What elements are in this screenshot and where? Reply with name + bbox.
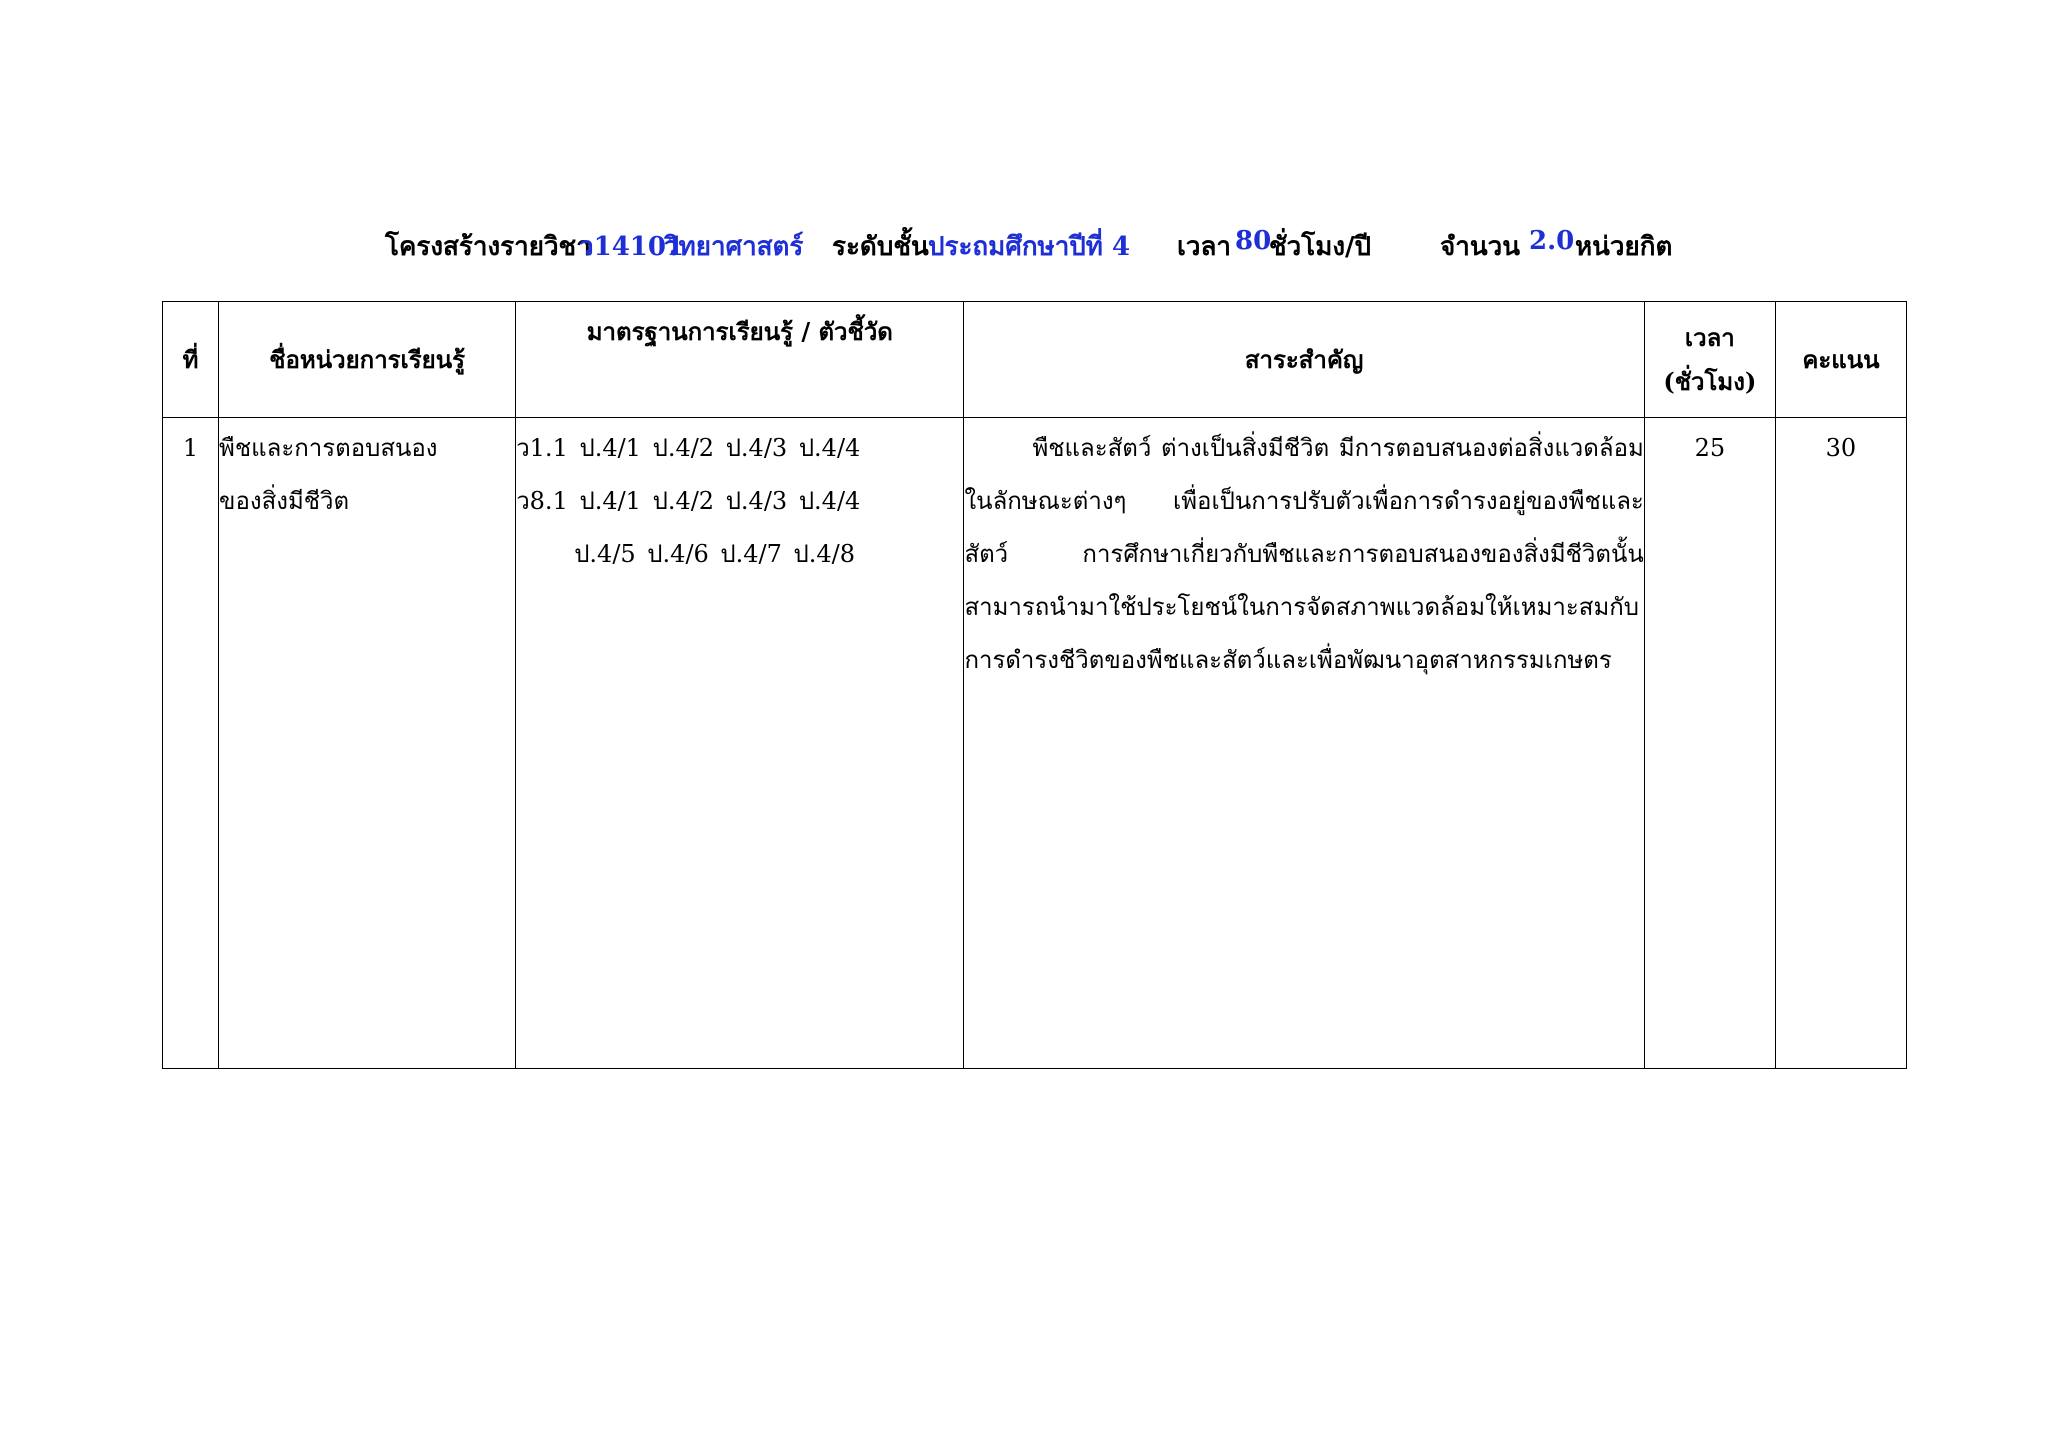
column-header-hours <box>1644 302 1775 418</box>
table-header-row <box>163 302 1907 418</box>
essence-cell <box>964 418 1644 1069</box>
column-header-hours-line2: (ชั่วโมง) <box>1663 366 1757 396</box>
standards-cell <box>516 418 964 1069</box>
credit-value: 2.0 <box>1529 226 1575 256</box>
column-header-no: ที่ <box>163 302 219 418</box>
course-code: ว14101 <box>579 232 685 262</box>
time-label: เวลา <box>1177 232 1232 262</box>
time-value: 80 <box>1235 226 1272 256</box>
level-label: ระดับชั้น <box>832 232 929 262</box>
standard-line: ว1.1 ป.4/1 ป.4/2 ป.4/3 ป.4/4 <box>516 434 861 462</box>
standard-line: ป.4/5 ป.4/6 ป.4/7 ป.4/8 <box>574 540 856 568</box>
level-value: ประถมศึกษาปีที่ 4 <box>928 232 1131 262</box>
score-value: 30 <box>1775 418 1906 1069</box>
standard-line: ว8.1 ป.4/1 ป.4/2 ป.4/3 ป.4/4 <box>516 487 861 515</box>
unit-name-line1: พืชและการตอบสนอง <box>219 434 438 462</box>
column-header-essence: สาระสำคัญ <box>964 302 1644 418</box>
course-name: วิทยาศาสตร์ <box>664 232 804 262</box>
table-row <box>163 418 1907 1069</box>
column-header-hours-line1: เวลา <box>1684 322 1735 352</box>
credit-unit: หน่วยกิต <box>1575 232 1673 262</box>
column-header-unit: ชื่อหน่วยการเรียนรู้ <box>219 302 516 418</box>
row-number: 1 <box>163 418 219 1069</box>
column-header-score: คะแนน <box>1775 302 1906 418</box>
document-title <box>0 226 2048 270</box>
essence-text: พืชและสัตว์ ต่างเป็นสิ่งมีชีวิต มีการตอบสนองต่อสิ่งแวดล้อมในลักษณะต่างๆ เพื่อเป็นการปรับตัวเพื่อการดำรงอยู่ของพืชและสัตว์ การศึกษาเกี่ยวกับพืชและการตอบสนองของสิ่งมีชีวิตนั้น สามารถนำมาใช้ประโยชน์ในการจัดสภาพแวดล้อมให้เหมาะสมกับการดำรงชีวิตของพืชและสัตว์และเพื่อพัฒนาอุตสาหกรรมเกษตร <box>964 434 1644 674</box>
unit-name-cell <box>219 418 516 1069</box>
column-header-standards: มาตรฐานการเรียนรู้ / ตัวชี้วัด <box>516 302 964 418</box>
credit-label: จำนวน <box>1440 232 1520 262</box>
unit-name-line2: ของสิ่งมีชีวิต <box>219 487 350 515</box>
time-unit: ชั่วโมง/ปี <box>1269 232 1372 262</box>
title-prefix: โครงสร้างรายวิชา <box>385 232 591 262</box>
course-structure-table <box>162 301 1907 1069</box>
hours-value: 25 <box>1644 418 1775 1069</box>
